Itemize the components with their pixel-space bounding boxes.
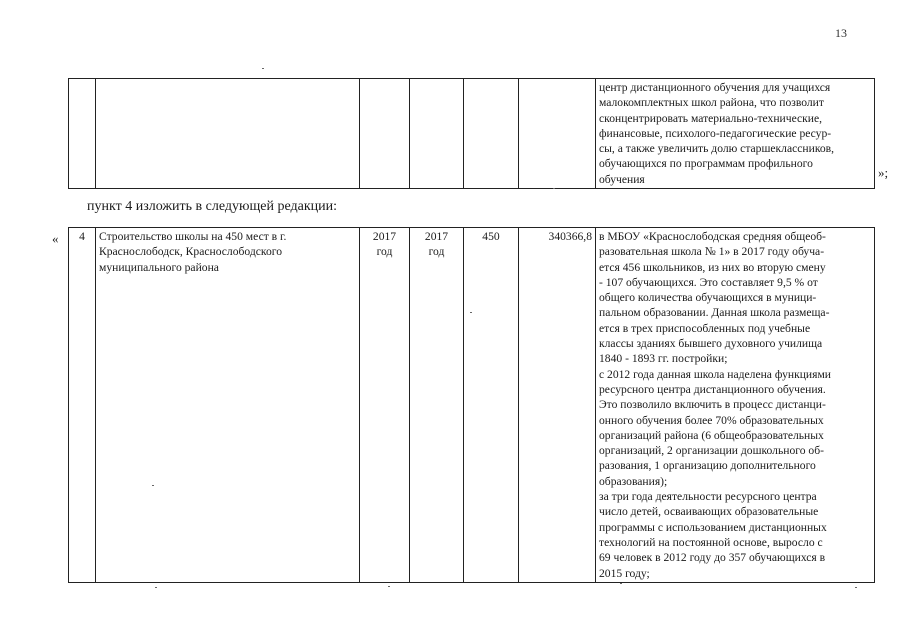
cell-start-year [360, 79, 410, 189]
opening-quote: « [52, 231, 59, 246]
scan-speck [855, 587, 857, 588]
cell-end-year [410, 79, 464, 189]
page-number: 13 [835, 26, 847, 40]
closing-quote: »; [878, 165, 889, 180]
cell-number [69, 79, 96, 189]
scan-speck [620, 583, 622, 584]
table-row [69, 228, 875, 583]
instruction-text: пункт 4 изложить в следующей редакции: [87, 199, 337, 214]
scan-speck [470, 312, 472, 313]
cell-name [96, 79, 360, 189]
scan-speck [388, 586, 390, 587]
cell-description: центр дистанционного обучения для учащихся малокомплектных школ района, что позволит сконцентрировать материально-технические, финансовые, психолого-педагогические ресур- сы, а также увеличить долю старшеклассников, обучающихся по программам профильного обучения [596, 79, 875, 189]
scan-speck [155, 587, 157, 588]
cell-capacity [464, 79, 519, 189]
cell-capacity: 450 [464, 228, 519, 583]
cell-description: в МБОУ «Краснослободская средняя общеоб- разовательная школа № 1» в 2017 году обуча- ется 456 школьников, из них во вторую смену - 107 обучающихся. Это составляет 9,5 % от общего количества обучающихся в муници- пальном образовании. Данная школа размеща- ется в трех приспособленных под учебные классы зданиях бывшего духовного училища 1840 - 1893 гг. постройки; с 2012 года данная школа наделена функциями ресурсного центра дистанционного обучения. Это позволило включить в процесс дистанци- онного обучения более 70% образовательных организаций района (6 общеобразовательных организаций, 2 организации дошкольного об- разования, 1 организацию дополнительного образования); за три года деятельности ресурсного центра число детей, осваивающих образовательные программы с использованием дистанционных технологий на постоянной основе, выросло с 69 человек в 2012 году до 357 обучающихся в 2015 году; [596, 228, 875, 583]
scan-speck [152, 485, 154, 486]
cell-number: 4 [69, 228, 96, 583]
cell-name: Строительство школы на 450 мест в г. Краснослободск, Краснослободского муниципального района [96, 228, 360, 583]
amended-item-table [68, 227, 875, 583]
continuation-table [68, 78, 875, 189]
cell-cost [519, 79, 596, 189]
scan-speck [262, 68, 264, 69]
cell-end-year: 2017 год [410, 228, 464, 583]
cell-cost: 340366,8 [519, 228, 596, 583]
table-row [69, 79, 875, 189]
cell-start-year: 2017 год [360, 228, 410, 583]
scan-speck [553, 188, 555, 189]
